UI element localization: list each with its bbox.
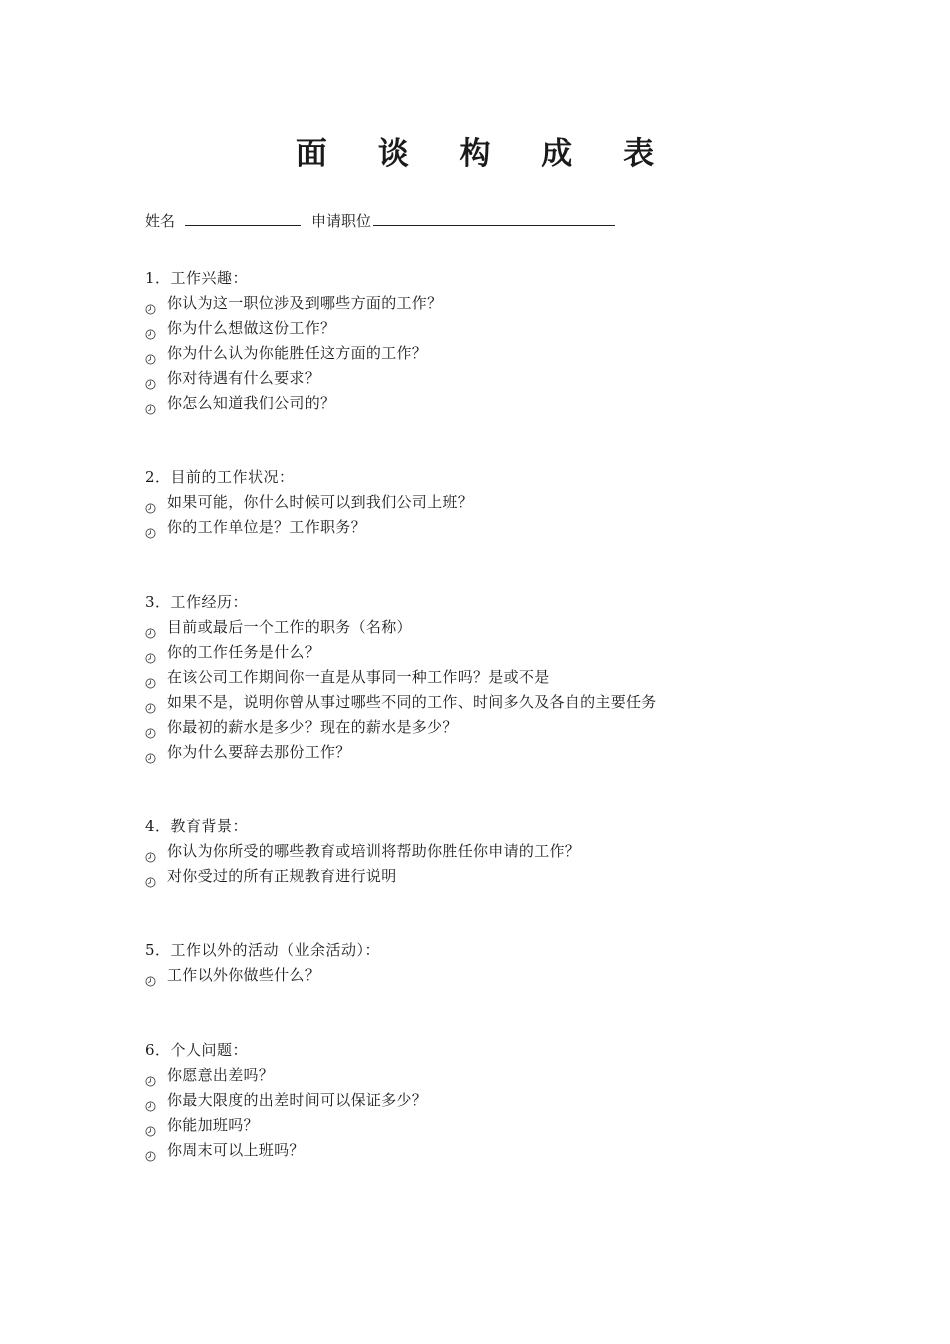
question-text: 你愿意出差吗？	[167, 1066, 275, 1084]
question-item	[145, 515, 473, 540]
clock-icon	[145, 522, 156, 533]
clock-icon	[145, 672, 156, 683]
clock-icon	[145, 647, 156, 658]
section-heading: 2．目前的工作状况：	[145, 468, 295, 486]
question-text: 你的工作单位是？工作职务？	[167, 518, 366, 536]
position-blank-line[interactable]	[373, 209, 615, 226]
question-item	[145, 839, 580, 864]
clock-icon	[145, 323, 156, 334]
section-3	[145, 590, 657, 765]
name-label: 姓名	[145, 212, 176, 230]
clock-icon	[145, 1120, 156, 1131]
section-4	[145, 814, 580, 889]
applicant-info-row	[145, 209, 615, 232]
question-item	[145, 690, 657, 715]
question-item	[145, 640, 657, 665]
position-label: 申请职位	[311, 212, 372, 230]
clock-icon	[145, 497, 156, 508]
question-text: 工作以外你做些什么？	[167, 966, 321, 984]
question-item	[145, 740, 657, 765]
clock-icon	[145, 871, 156, 882]
question-item	[145, 715, 657, 740]
clock-icon	[145, 970, 156, 981]
question-text: 你认为这一职位涉及到哪些方面的工作？	[167, 294, 443, 312]
question-item	[145, 963, 380, 988]
question-text: 你为什么要辞去那份工作？	[167, 743, 351, 761]
clock-icon	[145, 1145, 156, 1156]
question-text: 你为什么想做这份工作？	[167, 319, 336, 337]
question-text: 你的工作任务是什么？	[167, 643, 321, 661]
question-text: 对你受过的所有正规教育进行说明	[167, 867, 397, 885]
clock-icon	[145, 298, 156, 309]
clock-icon	[145, 348, 156, 359]
question-text: 目前或最后一个工作的职务（名称）	[167, 618, 412, 636]
name-blank-line[interactable]	[185, 209, 301, 226]
question-item	[145, 665, 657, 690]
question-item	[145, 291, 442, 316]
clock-icon	[145, 697, 156, 708]
page-title: 面 谈 构 成 表	[295, 136, 675, 172]
clock-icon	[145, 747, 156, 758]
question-item	[145, 1088, 427, 1113]
question-item	[145, 490, 473, 515]
question-text: 你最初的薪水是多少？现在的薪水是多少？	[167, 718, 458, 736]
question-text: 在该公司工作期间你一直是从事同一种工作吗？是或不是	[167, 668, 550, 686]
clock-icon	[145, 622, 156, 633]
section-heading: 4．教育背景：	[145, 817, 249, 835]
question-item	[145, 316, 442, 341]
clock-icon	[145, 722, 156, 733]
question-item	[145, 1063, 427, 1088]
question-text: 你能加班吗？	[167, 1116, 259, 1134]
section-heading: 3．工作经历：	[145, 593, 249, 611]
section-2	[145, 465, 473, 540]
question-text: 你对待遇有什么要求？	[167, 369, 321, 387]
question-item	[145, 1113, 427, 1138]
clock-icon	[145, 1070, 156, 1081]
section-5	[145, 938, 380, 988]
question-text: 你最大限度的出差时间可以保证多少？	[167, 1091, 428, 1109]
question-text: 如果可能，你什么时候可以到我们公司上班？	[167, 493, 474, 511]
section-6	[145, 1038, 427, 1163]
section-heading: 1．工作兴趣：	[145, 269, 249, 287]
question-item	[145, 391, 442, 416]
clock-icon	[145, 846, 156, 857]
clock-icon	[145, 373, 156, 384]
question-item	[145, 341, 442, 366]
clock-icon	[145, 398, 156, 409]
question-item	[145, 1138, 427, 1163]
question-text: 你认为你所受的哪些教育或培训将帮助你胜任你申请的工作？	[167, 842, 581, 860]
question-item	[145, 615, 657, 640]
question-text: 你为什么认为你能胜任这方面的工作？	[167, 344, 428, 362]
section-heading: 6．个人问题：	[145, 1041, 249, 1059]
question-item	[145, 366, 442, 391]
question-text: 你周末可以上班吗？	[167, 1141, 305, 1159]
question-text: 如果不是，说明你曾从事过哪些不同的工作、时间多久及各自的主要任务	[167, 693, 657, 711]
section-heading: 5．工作以外的活动（业余活动）：	[145, 941, 381, 959]
clock-icon	[145, 1095, 156, 1106]
question-text: 你怎么知道我们公司的？	[167, 394, 336, 412]
question-item	[145, 864, 580, 889]
section-1	[145, 266, 442, 416]
